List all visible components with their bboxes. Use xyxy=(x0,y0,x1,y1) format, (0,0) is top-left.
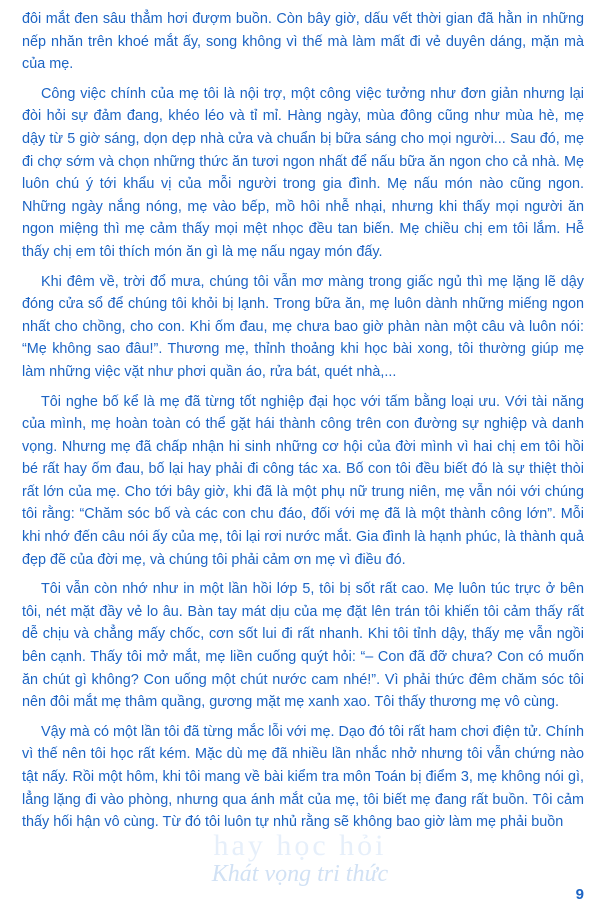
paragraph-6: Vậy mà có một lần tôi đã từng mắc lỗi với mẹ. Dạo đó tôi rất ham chơi điện tử. Chính vì thế nên tôi học rất kém. Mặc dù mẹ đã nhiều lần nhắc nhở nhưng tôi vẫn chứng nào tật nấy. Rồi một hôm, khi tôi mang về bài kiểm tra môn Toán bị điểm 3, mẹ không nói gì, lẳng lặng đi vào phòng, nhưng qua ánh mắt của mẹ, tôi biết mẹ đang rất buồn. Tôi cảm thấy hối hận vô cùng. Từ đó tôi luôn tự nhủ rằng sẽ không bao giờ làm mẹ phải buồn xyxy=(22,723,584,831)
watermark-slogan: Khát vọng tri thức xyxy=(211,861,389,887)
page-body xyxy=(22,8,584,841)
paragraph-3: Khi đêm về, trời đổ mưa, chúng tôi vẫn mơ màng trong giấc ngủ thì mẹ lặng lẽ dậy đóng cửa sổ để chúng tôi khỏi bị lạnh. Trong bữa ăn, mẹ luôn dành những miếng ngon nhất cho chồng, cho con. Khi ốm đau, mẹ chưa bao giờ phàn nàn một câu và luôn nói: “Mẹ không sao đâu!”. Thương mẹ, thỉnh thoảng khi học bài xong, tôi thường giúp mẹ làm những việc vặt như phơi quần áo, rửa bát, quét nhà,... xyxy=(22,273,584,380)
watermark-site: hay học hỏi xyxy=(213,829,387,862)
page-number: 9 xyxy=(575,886,584,903)
paragraph-1: đôi mắt đen sâu thẳm hơi đượm buồn. Còn bây giờ, dấu vết thời gian đã hằn in những nếp nhăn trên khoé mắt ấy, song không vì thế mà làm mất đi vẻ duyên dáng, mặn mà của mẹ. xyxy=(22,11,584,73)
paragraph-4: Tôi nghe bố kể là mẹ đã từng tốt nghiệp đại học với tấm bằng loại ưu. Với tài năng của mình, mẹ hoàn toàn có thể gặt hái thành công trên con đường sự nghiệp và danh vọng. Nhưng mẹ đã chấp nhận hi sinh những cơ hội của đời mình vì hai chị em tôi hồi bé rất hay ốm đau, bố lại hay phải đi công tác xa. Bố con tôi đều biết đó là sự thiệt thòi rất lớn của mẹ. Cho tới bây giờ, khi đã là một phụ nữ trung niên, mẹ vẫn nói với chúng tôi rằng: “Chăm sóc bố và các con chu đáo, đối với mẹ đã là một thành công lớn”. Mỗi khi nhớ đến câu nói ấy của mẹ, tôi lại rơi nước mắt. Gia đình là hạnh phúc, là thành quả đẹp đẽ của đời mẹ, và chúng tôi phải cảm ơn mẹ vì điều đó. xyxy=(22,393,584,568)
paragraph-5: Tôi vẫn còn nhớ như in một lần hồi lớp 5, tôi bị sốt rất cao. Mẹ luôn túc trực ở bên tôi, nét mặt đầy vẻ lo âu. Bàn tay mát dịu của mẹ đặt lên trán tôi khiến tôi cảm thấy rất dễ chịu và chẳng mấy chốc, cơn sốt lui đi rất nhanh. Khi tôi tỉnh dậy, thấy mẹ vẫn ngồi bên cạnh. Thấy tôi mở mắt, mẹ liền cuống quýt hỏi: “– Con đã đỡ chưa? Con có muốn ăn chút gì không? Con uống một chút nước cam nhé!”. Vì phải thức đêm chăm sóc tôi nên đôi mắt mẹ thâm quầng, gương mặt mẹ xanh xao. Tôi thấy thương mẹ vô cùng. xyxy=(22,581,584,711)
paragraph-2: Công việc chính của mẹ tôi là nội trợ, một công việc tưởng như đơn giản nhưng lại đòi hỏi sự đảm đang, khéo léo và tỉ mỉ. Hàng ngày, mùa đông cũng như mùa hè, mẹ dậy từ 5 giờ sáng, dọn dẹp nhà cửa và chuẩn bị bữa sáng cho mọi người... Sau đó, mẹ đi chợ sớm và chọn những thức ăn tươi ngon nhất để nấu bữa ăn ngon cho cả nhà. Mẹ luôn chú ý tới khẩu vị của mỗi người trong gia đình. Mẹ nấu món nào cũng ngon. Những ngày nắng nóng, mẹ vào bếp, mồ hôi nhễ nhại, nhưng khi thấy mọi người ăn ngon miệng thì mẹ cảm thấy mọi mệt nhọc đều tan biến. Mẹ chiều chị em tôi lắm. Hễ thấy chị em tôi thích món ăn gì là mẹ nấu ngay món đấy. xyxy=(22,85,584,260)
